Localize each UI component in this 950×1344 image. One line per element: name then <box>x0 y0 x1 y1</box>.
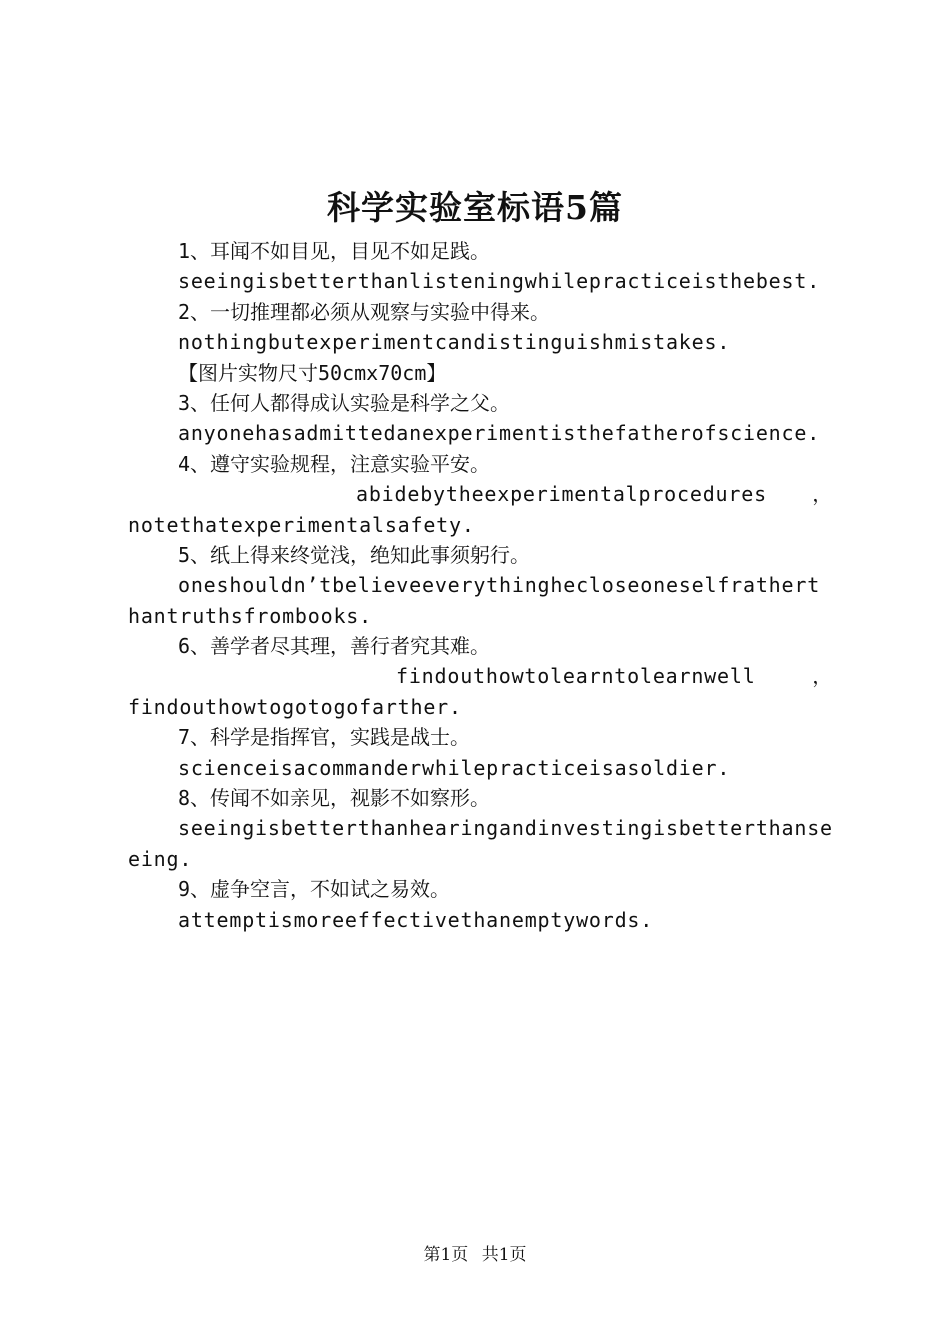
item-1-english: seeingisbetterthanlisteningwhilepracticeisthebest. <box>178 269 821 294</box>
document-body <box>128 236 833 935</box>
item-1-chinese: 1、耳闻不如目见，目见不如足践。 <box>178 239 491 263</box>
page-number: 第1页 <box>423 1245 469 1265</box>
item-4-english-line-2: notethatexperimentalsafety. <box>128 512 475 537</box>
item-5-english-line-2: hantruthsfrombooks. <box>128 603 372 628</box>
item-4-english-line-1 <box>128 479 833 509</box>
item-8-english-line-1: seeingisbetterthanhearingandinvestingisbetterthanse <box>178 816 833 841</box>
item-6-english-line-2: findouthowtogotogofarther. <box>128 694 462 719</box>
item-6-english-separator: ， <box>812 664 833 689</box>
item-6-chinese: 6、善学者尽其理，善行者究其难。 <box>178 634 491 659</box>
item-3-chinese: 3、任何人都得成认实验是科学之父。 <box>178 390 511 415</box>
item-4-chinese: 4、遵守实验规程，注意实验平安。 <box>178 451 491 476</box>
item-3-english: anyonehasadmittedanexperimentisthefatherofscience. <box>178 421 821 446</box>
item-2-chinese: 2、一切推理都必须从观察与实验中得来。 <box>178 299 551 324</box>
page-footer <box>0 1244 950 1266</box>
item-2-english: nothingbutexperimentcandistinguishmistakes. <box>178 330 731 355</box>
document-title: 科学实验室标语5篇 <box>327 188 623 227</box>
item-5-english-line-1: oneshouldn’tbelieveeverythinghecloseoneselfrathert <box>178 573 821 598</box>
item-9-chinese: 9、虚争空言，不如试之易效。 <box>178 877 451 902</box>
item-6-english-line-1 <box>128 661 833 691</box>
item-2-size-note: 【图片实物尺寸50cmx70cm】 <box>178 360 447 385</box>
item-6-english-part-1: findouthowtolearntolearnwell <box>396 664 756 689</box>
item-7-chinese: 7、科学是指挥官，实践是战士。 <box>178 725 471 750</box>
item-5-chinese: 5、纸上得来终觉浅，绝知此事须躬行。 <box>178 542 531 567</box>
item-4-english-part-1: abidebytheexperimentalprocedures <box>356 482 767 507</box>
item-8-chinese: 8、传闻不如亲见，视影不如察形。 <box>178 786 491 811</box>
item-9-english: attemptismoreeffectivethanemptywords. <box>178 907 654 932</box>
page-total: 共1页 <box>481 1245 527 1265</box>
item-8-english-line-2: eing. <box>128 846 193 871</box>
item-7-english: scienceisacommanderwhilepracticeisasoldier. <box>178 755 731 780</box>
item-4-english-separator: ， <box>812 482 833 507</box>
